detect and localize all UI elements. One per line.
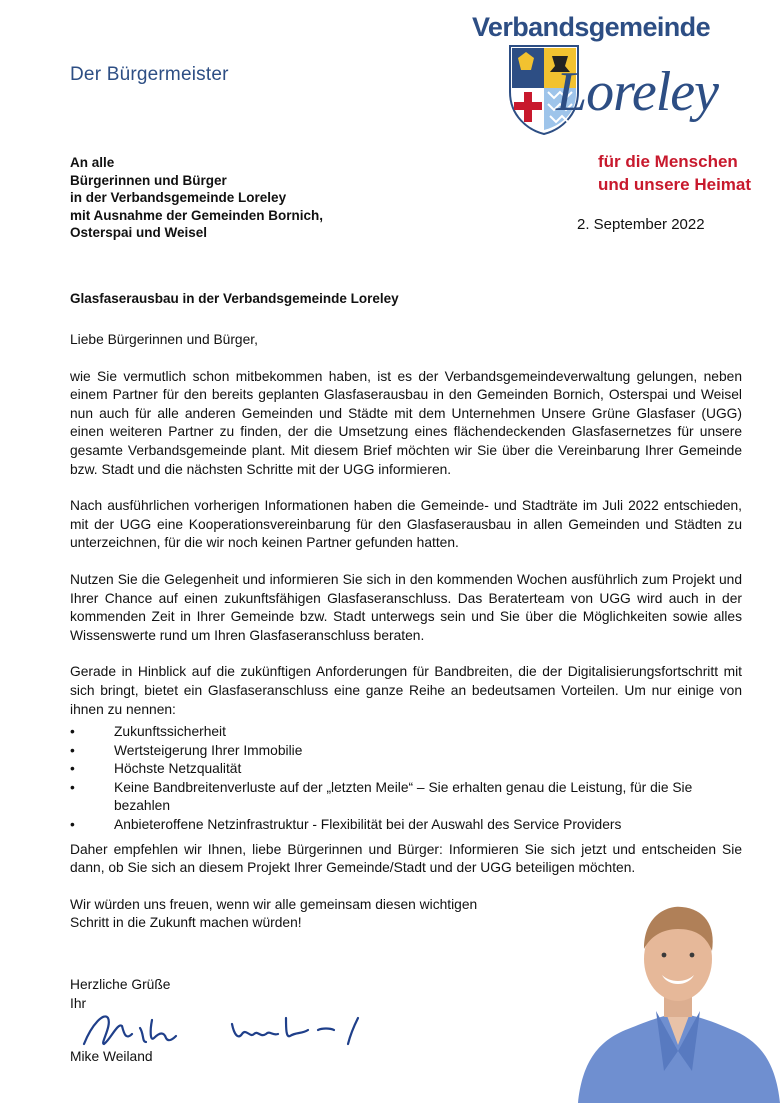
salutation: Liebe Bürgerinnen und Bürger, (70, 332, 258, 347)
body-paragraph: Nutzen Sie die Gelegenheit und informieren Sie sich in den kommenden Wochen ausführlich zum Projekt und Ihrer Chance auf einen zukunftsfähigen Glasfaseranschluss. Das Beraterteam von UGG wird auch in der kommenden Zeit in Ihrer Gemeinde bzw. Stadt unterwegs sein und Sie über die Möglichkeiten sowie alles Wissenswerte rund um Ihren Glasfaseranschluss beraten. (70, 571, 742, 643)
tagline (598, 150, 751, 196)
tagline-line-2: und unsere Heimat (598, 175, 752, 194)
closing-line: Ihr (70, 995, 87, 1011)
final-line: Schritt in die Zukunft machen würden! (70, 915, 302, 931)
tagline-line-1: für die Menschen (598, 152, 738, 171)
body-paragraph: Daher empfehlen wir Ihnen, liebe Bürgerinnen und Bürger: Informieren Sie sich jetzt und entscheiden Sie dann, ob Sie sich an diesem Projekt Ihrer Gemeinde/Stadt und der UGG beteiligen möchten. (70, 841, 742, 876)
logo-verbandsgemeinde-text: Verbandsgemeinde (472, 12, 710, 42)
body-paragraph: Nach ausführlichen vorherigen Informationen haben die Gemeinde- und Stadträte im Juli 2022 entschieden, mit der UGG eine Kooperationsvereinbarung für den Glasfaserausbau in allen Gemeinden und Städten zu unterzeichnen, für die wir noch keinen Partner gefunden hatten. (70, 498, 742, 551)
signer-name: Mike Weiland (70, 1049, 153, 1064)
address-line: in der Verbandsgemeinde Loreley (70, 190, 287, 205)
letter-subject: Glasfaserausbau in der Verbandsgemeinde Loreley (70, 291, 399, 306)
benefit-item: • Anbieteroffene Netzinfrastruktur - Flexibilität bei der Auswahl des Service Providers (70, 816, 742, 835)
benefit-item: • Zukunftssicherheit (70, 723, 742, 742)
logo-loreley-text: Loreley (556, 61, 718, 123)
mayor-portrait-photo (578, 895, 780, 1103)
sender-title: Der Bürgermeister (70, 64, 229, 85)
address-line: Osterspai und Weisel (70, 225, 208, 240)
benefit-item: • Wertsteigerung Ihrer Immobilie (70, 742, 742, 761)
handwritten-signature (82, 1004, 382, 1052)
benefit-item: • Höchste Netzqualität (70, 760, 742, 779)
letter-body (70, 331, 742, 951)
recipient-address (70, 154, 323, 242)
closing-line: Herzliche Grüße (70, 977, 171, 992)
final-line: Wir würden uns freuen, wenn wir alle gemeinsam diesen wichtigen (70, 896, 478, 912)
address-line: mit Ausnahme der Gemeinden Bornich, (70, 207, 324, 223)
address-line: An alle (70, 155, 115, 170)
body-paragraph: Gerade in Hinblick auf die zukünftigen Anforderungen für Bandbreiten, die der Digitalisierungsfortschritt mit sich bringt, bietet ein Glasfaseranschluss eine ganze Reihe an bedeutsamen Vorteilen. Um nur einige von ihnen zu nennen: (70, 664, 742, 717)
benefit-item: • Keine Bandbreitenverluste auf der „letzten Meile“ – Sie erhalten genau die Leistung, für die Sie bezahlen (70, 779, 742, 816)
benefits-list (70, 723, 742, 835)
body-paragraph: wie Sie vermutlich schon mitbekommen haben, ist es der Verbandsgemeindeverwaltung gelungen, neben einem Partner für den bereits geplanten Glasfaserausbau in den Gemeinden Bornich, Osterspai und Weisel nun auch für alle anderen Gemeinden und Städte mit dem Unternehmen Unsere Grüne Glasfaser (UGG) einen weiteren Partner zu finden, der die Umsetzung eines flächendeckenden Glasfasernetzes für unsere gesamte Verbandsgemeinde plant. Mit diesem Brief möchten wir Sie über die Vereinbarung Ihrer Gemeinde bzw. Stadt und die nächsten Schritte mit der UGG informieren. (70, 368, 742, 477)
letter-date: 2. September 2022 (577, 216, 705, 233)
address-line: Bürgerinnen und Bürger (70, 172, 227, 188)
